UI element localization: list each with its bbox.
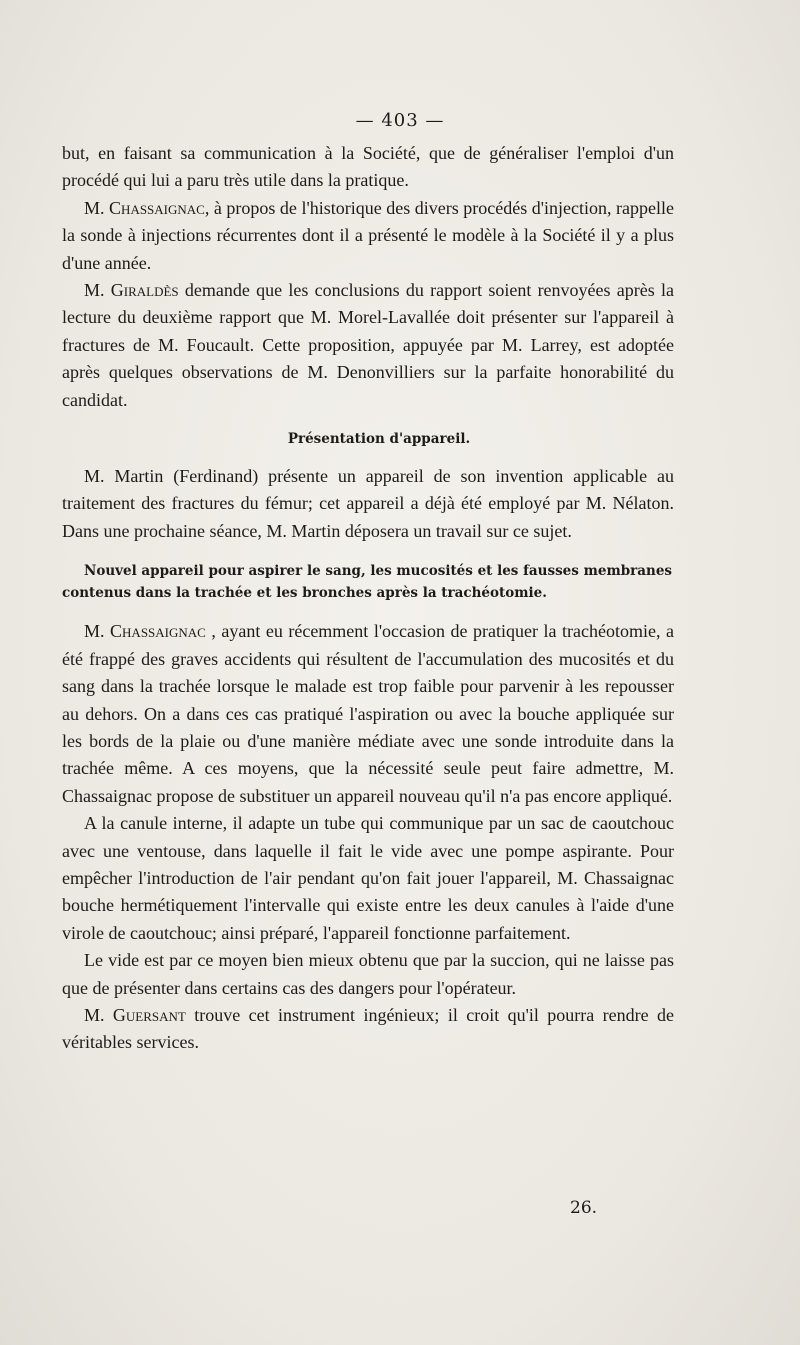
paragraph-text: demande que les conclusions du rapport soient renvoyées après la lecture du deuxième rapport que M. Morel-Lavallée doit présenter sur l'appareil à fractures de M. Foucault. Cette proposition, appuyée par M. Larrey, est adoptée après quelques observations de M. Denonvilliers sur la parfaite honorabilité du candidat. <box>62 280 674 410</box>
name-chassaignac: Chassaignac <box>110 621 206 642</box>
paragraph-chassaignac-tracheotomie <box>62 618 674 810</box>
paragraph-text: , à propos de l'historique des divers procédés d'injection, rappelle la sonde à injections récurrentes dont il a présenté le modèle à la Société il y a plus d'une année. <box>62 197 674 273</box>
page-number-header: — 403 — <box>355 110 445 131</box>
m-prefix: M. <box>84 280 111 301</box>
name-giraldes: Giraldès <box>110 280 179 301</box>
paragraph-martin: M. Martin (Ferdinand) présente un appareil de son invention applicable au traitement des fractures du fémur; cet appareil a déjà été employé par M. Nélaton. Dans une prochaine séance, M. Martin déposera un travail sur ce sujet. <box>62 466 674 541</box>
name-guersant: Guersant <box>112 1004 186 1025</box>
paragraph-text: , ayant eu récemment l'occasion de pratiquer la trachéotomie, a été frappé des graves accidents qui résultent de l'accumulation des mucosités et du sang dans la trachée lorsque le malade est trop faible pour parvenir à les repousser au dehors. On a dans ces cas pratiqué l'aspiration ou avec la bouche appliquée sur les bords de la plaie ou d'une manière médiate avec une sonde introduite dans la trachée même. A ces moyens, que la nécessité seule peut faire admettre, M. Chassaignac propose de substituer un appareil nouveau qu'il n'a pas encore appliqué. <box>62 621 674 806</box>
paragraph-continuation: but, en faisant sa communication à la Société, que de généraliser l'emploi d'un procédé qui lui a paru très utile dans la pratique. <box>62 143 674 191</box>
section-heading-nouvel-appareil: Nouvel appareil pour aspirer le sang, les mucosités et les fausses membranes contenus dans la trachée et les bronches après la trachéotomie. <box>62 563 673 602</box>
m-prefix: M. <box>84 197 110 218</box>
signature-number: 26. <box>570 1198 598 1218</box>
m-prefix: M. <box>84 621 111 642</box>
paragraph-guersant <box>62 1002 674 1057</box>
paragraph-chassaignac-sonde <box>62 195 674 277</box>
section-heading-presentation: Présentation d'appareil. <box>287 431 471 448</box>
paragraph-giraldes <box>62 277 674 414</box>
paragraph-vide: Le vide est par ce moyen bien mieux obtenu que par la succion, qui ne laisse pas que de présenter dans certains cas des dangers pour l'opérateur. <box>62 950 674 998</box>
page-body <box>62 140 674 1057</box>
paragraph-text: trouve cet instrument ingénieux; il croit qu'il pourra rendre de véritables services. <box>62 1004 674 1053</box>
name-chassaignac: Chassaignac <box>109 197 205 218</box>
m-prefix: M. <box>84 1004 113 1025</box>
paragraph-canule: A la canule interne, il adapte un tube qui communique par un sac de caoutchouc avec une ventouse, dans laquelle il fait le vide avec une pompe aspirante. Pour empêcher l'introduction de l'air pendant qu'on fait jouer l'appareil, M. Chassaignac bouche hermétiquement l'intervalle qui existe entre les deux canules à l'aide d'une virole de caoutchouc; ainsi préparé, l'appareil fonctionne parfaitement. <box>62 813 674 943</box>
